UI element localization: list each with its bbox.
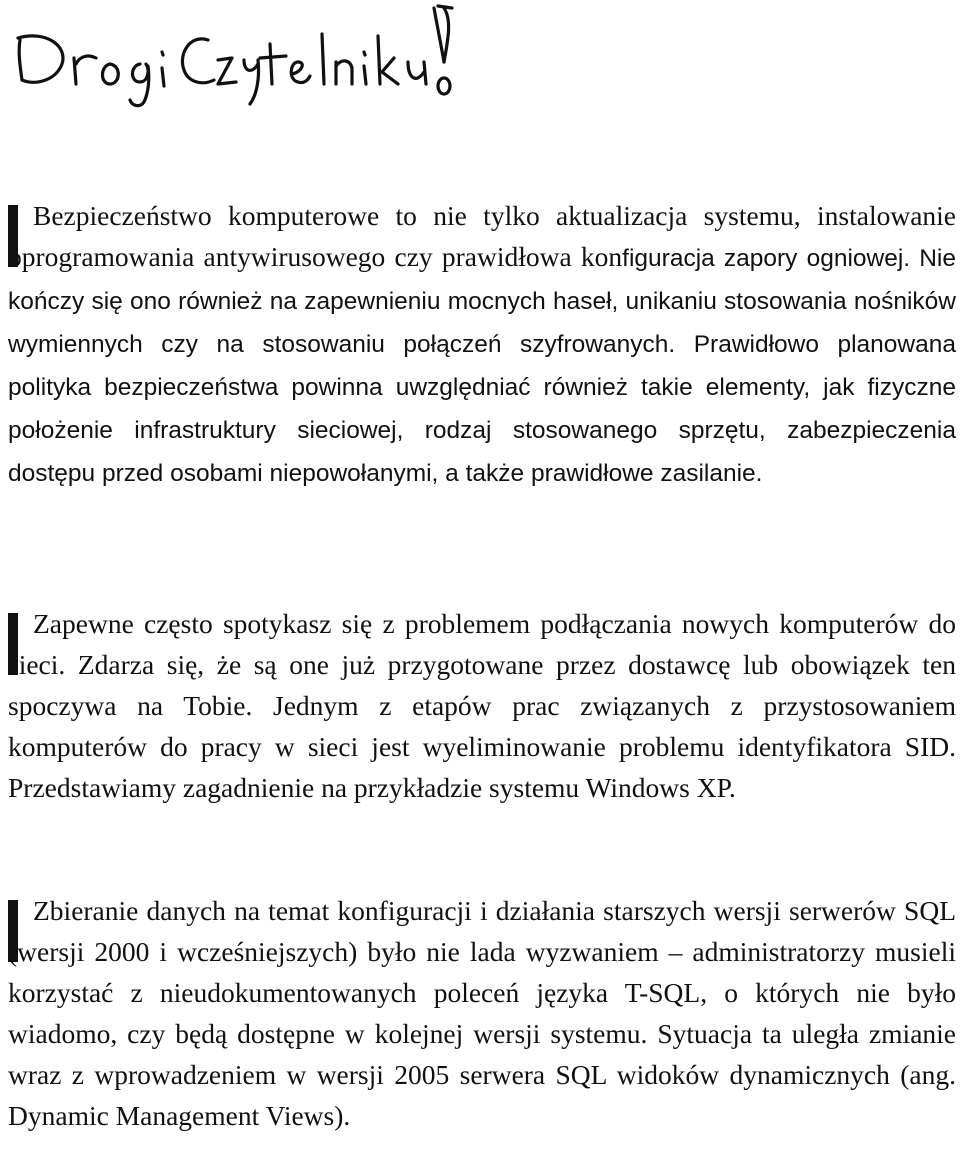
article-intro-sid: Zapewne często spotykasz się z problemem podłączania nowych komputerów do sieci. Zdarza się, że są one już przygotowane przez dostawcę lub obowiązek ten spoczywa na Tobie. Jednym z etapów prac związanych z przystosowaniem komputerów do pracy w sieci jest wyeliminowanie problemu identyfikatora SID. Przedstawiamy zagadnienie na przykładzie systemu Windows XP. [8,608,956,803]
handwritten-heading [6,0,466,110]
article-intro-security-sans-text: figuracja zapory ogniowej. Nie kończy się ono również na zapewnieniu mocnych haseł, unikaniu stosowania nośników wymiennych czy na stosowaniu połączeń szyfrowanych. Prawidłowo planowana polityka bezpieczeństwa powinna uwzględniać również takie elementy, jak fizyczne położenie infrastruktury sieciowej, rodzaj stosowanego sprzętu, zabezpieczenia dostępu przed osobami niepowołanymi, a także prawidłowe zasilanie. [8,245,956,487]
handwritten-heading-drawing [6,0,466,110]
article-intro-security-serif-text: Bezpieczeństwo komputerowe to nie tylko aktualizacja systemu, instalowanie oprogramowania antywirusowego czy prawidłowa kon [8,200,956,272]
article-intro-sql-server: Zbieranie danych na temat konfiguracji i działania starszych wersji serwerów SQL (wersji 2000 i wcześniejszych) było nie lada wyzwaniem – administratorzy musieli korzystać z nieudokumentowanych poleceń języka T-SQL, o których nie było wiadomo, czy będą dostępne w kolejnej wersji systemu. Sytuacja ta uległa zmianie wraz z wprowadzeniem w wersji 2005 serwera SQL widoków dynamicznych (ang. Dynamic Management Views). [8,895,956,1131]
article-intro-security [8,195,956,494]
